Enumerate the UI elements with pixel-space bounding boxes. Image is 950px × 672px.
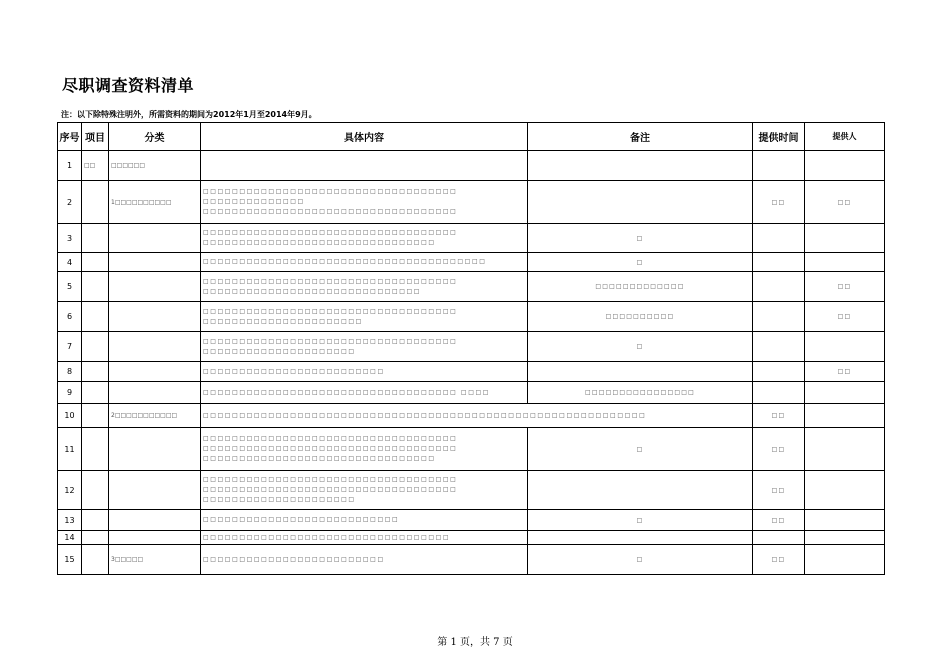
cell-content: □□□□□□□□□□□□□□□□□□□□□□□□□□□□□□□□□□□ □□□□ [201,382,528,404]
cell-content: □□□□□□□□□□□□□□□□□□□□□□□□□□□ [201,510,528,531]
cell-item [82,531,109,545]
cell-remark: □□□□□□□□□□□□□□□□ [528,382,753,404]
cell-time: □□ [753,428,805,471]
cell-time [753,531,805,545]
table-row [58,510,885,531]
table-row [58,531,885,545]
cell-item [82,302,109,332]
cell-time [753,224,805,253]
cell-provider [805,531,885,545]
cell-provider: □□ [805,302,885,332]
header-item: 项目 [82,123,109,151]
cell-category [109,471,201,510]
cell-item [82,510,109,531]
cell-provider [805,428,885,471]
cell-provider [805,253,885,272]
cell-time [753,151,805,181]
cell-no: 15 [58,545,82,575]
cell-content: □□□□□□□□□□□□□□□□□□□□□□□□□□□□□□□□□□□ □□□□□□□□□□□□□□□□□□□□□□□□□□□□□□□□□□□ □□□□□□□□□□□□□□□□□□□□□□□□□□□□□□□□ [201,428,528,471]
cell-content: □□□□□□□□□□□□□□□□□□□□□□□□□□□□□□□□□□□ □□□□□□□□□□□□□□□□□□□□□□□□□□□□□□ [201,272,528,302]
table-row [58,404,885,428]
table-row [58,471,885,510]
cell-category: 3□□□□□ [109,545,201,575]
cell-content: □□□□□□□□□□□□□□□□□□□□□□□□□ [201,545,528,575]
page-footer: 第 1 页，共 7 页 [437,637,513,648]
cell-item [82,332,109,362]
table-row [58,224,885,253]
cell-remark [528,362,753,382]
cell-category [109,428,201,471]
cell-category [109,510,201,531]
cell-no: 12 [58,471,82,510]
cell-remark: □□□□□□□□□□□□□ [528,272,753,302]
cell-content: □□□□□□□□□□□□□□□□□□□□□□□□□□□□□□□□□□□□□□□ [201,253,528,272]
cell-category [109,272,201,302]
cell-remark: □ [528,545,753,575]
cell-provider: □□ [805,181,885,224]
header-time: 提供时间 [753,123,805,151]
cell-time: □□ [753,404,805,428]
cell-no: 8 [58,362,82,382]
cell-time: □□ [753,510,805,531]
cell-provider [805,510,885,531]
cell-provider [805,404,885,428]
cell-provider [805,545,885,575]
cell-time [753,302,805,332]
header-remark: 备注 [528,123,753,151]
cell-category [109,382,201,404]
table-row [58,428,885,471]
cell-category: 1□□□□□□□□□□ [109,181,201,224]
cell-item [82,471,109,510]
cell-category: □□□□□□ [109,151,201,181]
cell-content: □□□□□□□□□□□□□□□□□□□□□□□□□□□□□□□□□□□ □□□□□□□□□□□□□□□□□□□□□□ [201,302,528,332]
cell-category [109,332,201,362]
cell-no: 13 [58,510,82,531]
table-body [58,151,885,575]
cell-time: □□ [753,545,805,575]
cell-remark: □ [528,332,753,362]
cell-no: 9 [58,382,82,404]
cell-no: 3 [58,224,82,253]
cell-category: 2□□□□□□□□□□□ [109,404,201,428]
cell-content: □□□□□□□□□□□□□□□□□□□□□□□□□□□□□□□□□□□ □□□□□□□□□□□□□□□□□□□□□ [201,332,528,362]
cell-content: □□□□□□□□□□□□□□□□□□□□□□□□□ [201,362,528,382]
cell-provider: □□ [805,272,885,302]
cell-item [82,545,109,575]
cell-no: 1 [58,151,82,181]
cell-no: 2 [58,181,82,224]
cell-content: □□□□□□□□□□□□□□□□□□□□□□□□□□□□□□□□□□□ □□□□□□□□□□□□□□□□□□□□□□□□□□□□□□□□ [201,224,528,253]
cell-category [109,253,201,272]
cell-time [753,362,805,382]
cell-content: □□□□□□□□□□□□□□□□□□□□□□□□□□□□□□□□□□ [201,531,528,545]
cell-no: 10 [58,404,82,428]
cell-time [753,253,805,272]
cell-item [82,272,109,302]
cell-item [82,404,109,428]
cell-time: □□ [753,181,805,224]
cell-content: □□□□□□□□□□□□□□□□□□□□□□□□□□□□□□□□□□□ □□□□□□□□□□□□□□□□□□□□□□□□□□□□□□□□□□□ □□□□□□□□□□□□□□□□□□□□□ [201,471,528,510]
cell-item [82,362,109,382]
cell-item [82,253,109,272]
cell-time [753,382,805,404]
table-row [58,302,885,332]
table-row [58,151,885,181]
cell-time [753,332,805,362]
cell-time [753,272,805,302]
cell-remark: □ [528,510,753,531]
cell-provider [805,151,885,181]
cell-content: □□□□□□□□□□□□□□□□□□□□□□□□□□□□□□□□□□□□□□□□□□□□□□□□□□□□□□□□□□□□□ [201,404,753,428]
table-row [58,272,885,302]
cell-no: 4 [58,253,82,272]
cell-remark: □ [528,428,753,471]
header-content: 具体内容 [201,123,528,151]
cell-no: 7 [58,332,82,362]
cell-provider: □□ [805,362,885,382]
header-provider: 提供人 [805,123,885,151]
cell-category [109,362,201,382]
cell-provider [805,471,885,510]
table-row [58,181,885,224]
cell-item [82,224,109,253]
cell-no: 6 [58,302,82,332]
header-no: 序号 [58,123,82,151]
cell-content [201,151,528,181]
cell-category [109,531,201,545]
cell-content: □□□□□□□□□□□□□□□□□□□□□□□□□□□□□□□□□□□ □□□□□□□□□□□□□□ □□□□□□□□□□□□□□□□□□□□□□□□□□□□□□□□□□□ [201,181,528,224]
table-row [58,332,885,362]
page-title: 尽职调查资料清单 [62,76,195,95]
cell-item [82,382,109,404]
table-row [58,362,885,382]
table-header-row [58,123,885,151]
header-category: 分类 [109,123,201,151]
cell-no: 11 [58,428,82,471]
cell-item [82,181,109,224]
cell-remark [528,471,753,510]
cell-provider [805,332,885,362]
cell-provider [805,382,885,404]
cell-no: 14 [58,531,82,545]
table-row [58,545,885,575]
cell-category [109,224,201,253]
cell-item: □□ [82,151,109,181]
cell-category [109,302,201,332]
period-note: 注：以下除特殊注明外，所需资料的期间为2012年1月至2014年9月。 [61,110,317,119]
cell-provider [805,224,885,253]
cell-no: 5 [58,272,82,302]
cell-remark: □ [528,224,753,253]
table-row [58,382,885,404]
cell-remark: □ [528,253,753,272]
cell-remark: □□□□□□□□□□ [528,302,753,332]
cell-remark [528,151,753,181]
due-diligence-table [57,122,885,575]
cell-item [82,428,109,471]
cell-remark [528,181,753,224]
cell-time: □□ [753,471,805,510]
table-row [58,253,885,272]
cell-remark [528,531,753,545]
